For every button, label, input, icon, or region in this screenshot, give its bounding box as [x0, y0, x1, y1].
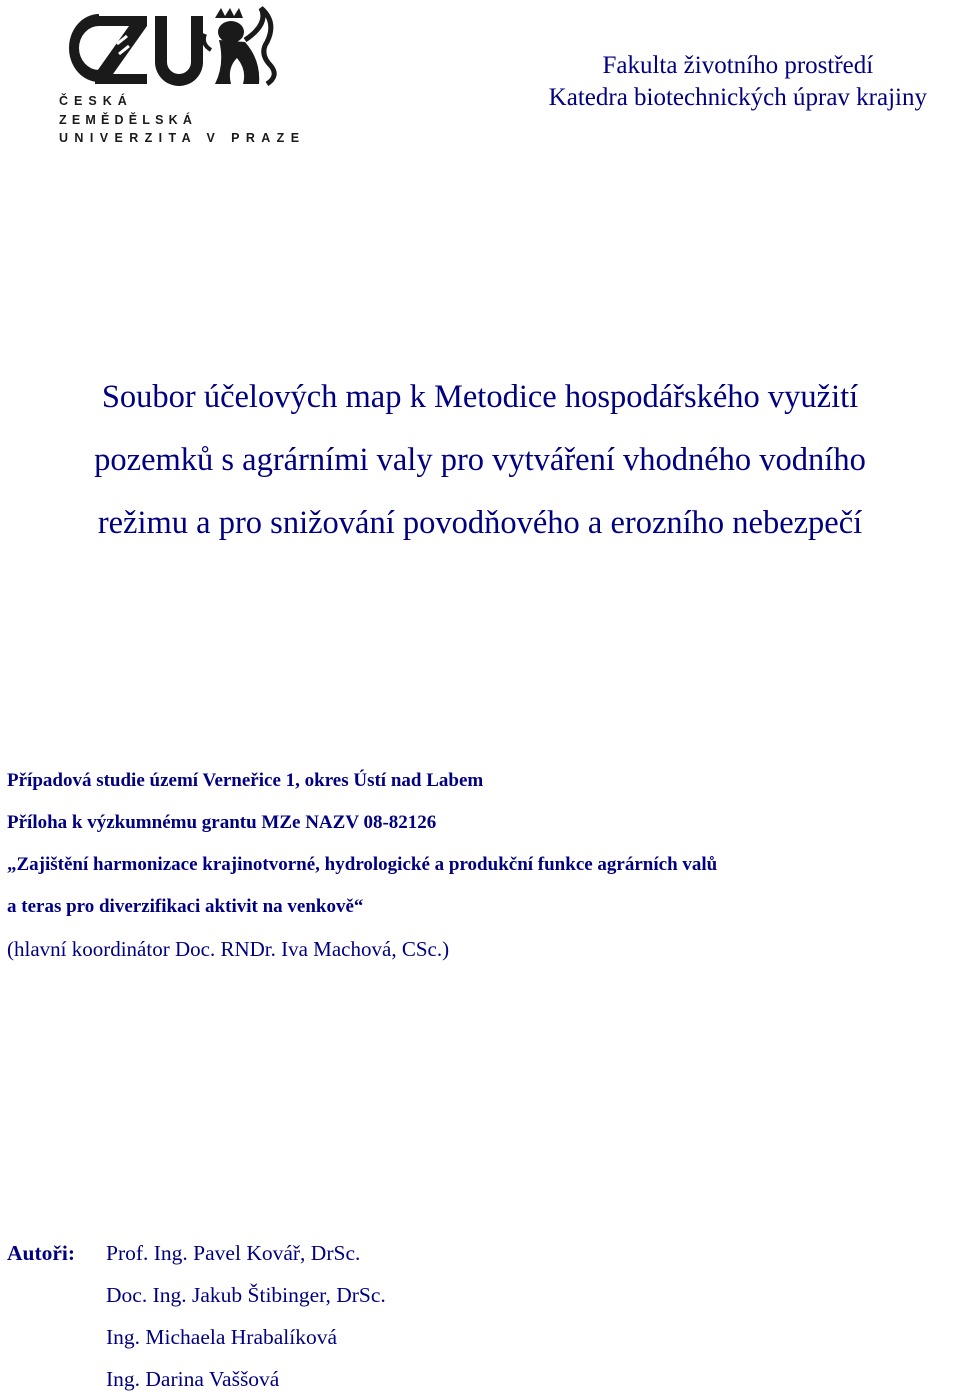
authors-label: Autoři:	[7, 1241, 76, 1265]
project-line-2: a teras pro diverzifikaci aktivit na venkově“	[7, 896, 364, 917]
author-name: Ing. Darina Vaššová	[106, 1367, 280, 1391]
logo-line-3: UNIVERZITA V PRAZE	[59, 131, 306, 145]
logo-line-1: ČESKÁ	[59, 94, 133, 108]
coordinator-line: (hlavní koordinátor Doc. RNDr. Iva Machová, CSc.)	[7, 937, 450, 961]
authors-list	[106, 1232, 386, 1400]
study-info	[7, 760, 717, 970]
faculty-name: Fakulta životního prostředí	[602, 52, 874, 79]
title-line-1: Soubor účelových map k Metodice hospodářského využití	[101, 379, 859, 415]
faculty-header	[549, 50, 927, 114]
czu-emblem-icon	[55, 4, 285, 94]
case-study-line: Případová studie území Verneřice 1, okres Ústí nad Labem	[7, 770, 484, 791]
department-name: Katedra biotechnických úprav krajiny	[548, 84, 927, 111]
grant-line: Příloha k výzkumnému grantu MZe NAZV 08-82126	[7, 812, 437, 833]
title-line-3: režimu a pro snižování povodňového a erozního nebezpečí	[97, 505, 863, 541]
author-name: Ing. Michaela Hrabalíková	[106, 1325, 338, 1349]
logo-line-2: ZEMĚDĚLSKÁ	[59, 112, 198, 127]
author-name: Prof. Ing. Pavel Kovář, DrSc.	[106, 1241, 361, 1265]
author-name: Doc. Ing. Jakub Štibinger, DrSc.	[106, 1283, 386, 1307]
title-line-2: pozemků s agrárními valy pro vytváření vhodného vodního	[94, 442, 866, 478]
czu-logo	[55, 4, 306, 145]
project-line-1: „Zajištění harmonizace krajinotvorné, hydrologické a produkční funkce agrárních valů	[7, 854, 718, 875]
document-title	[0, 366, 960, 555]
